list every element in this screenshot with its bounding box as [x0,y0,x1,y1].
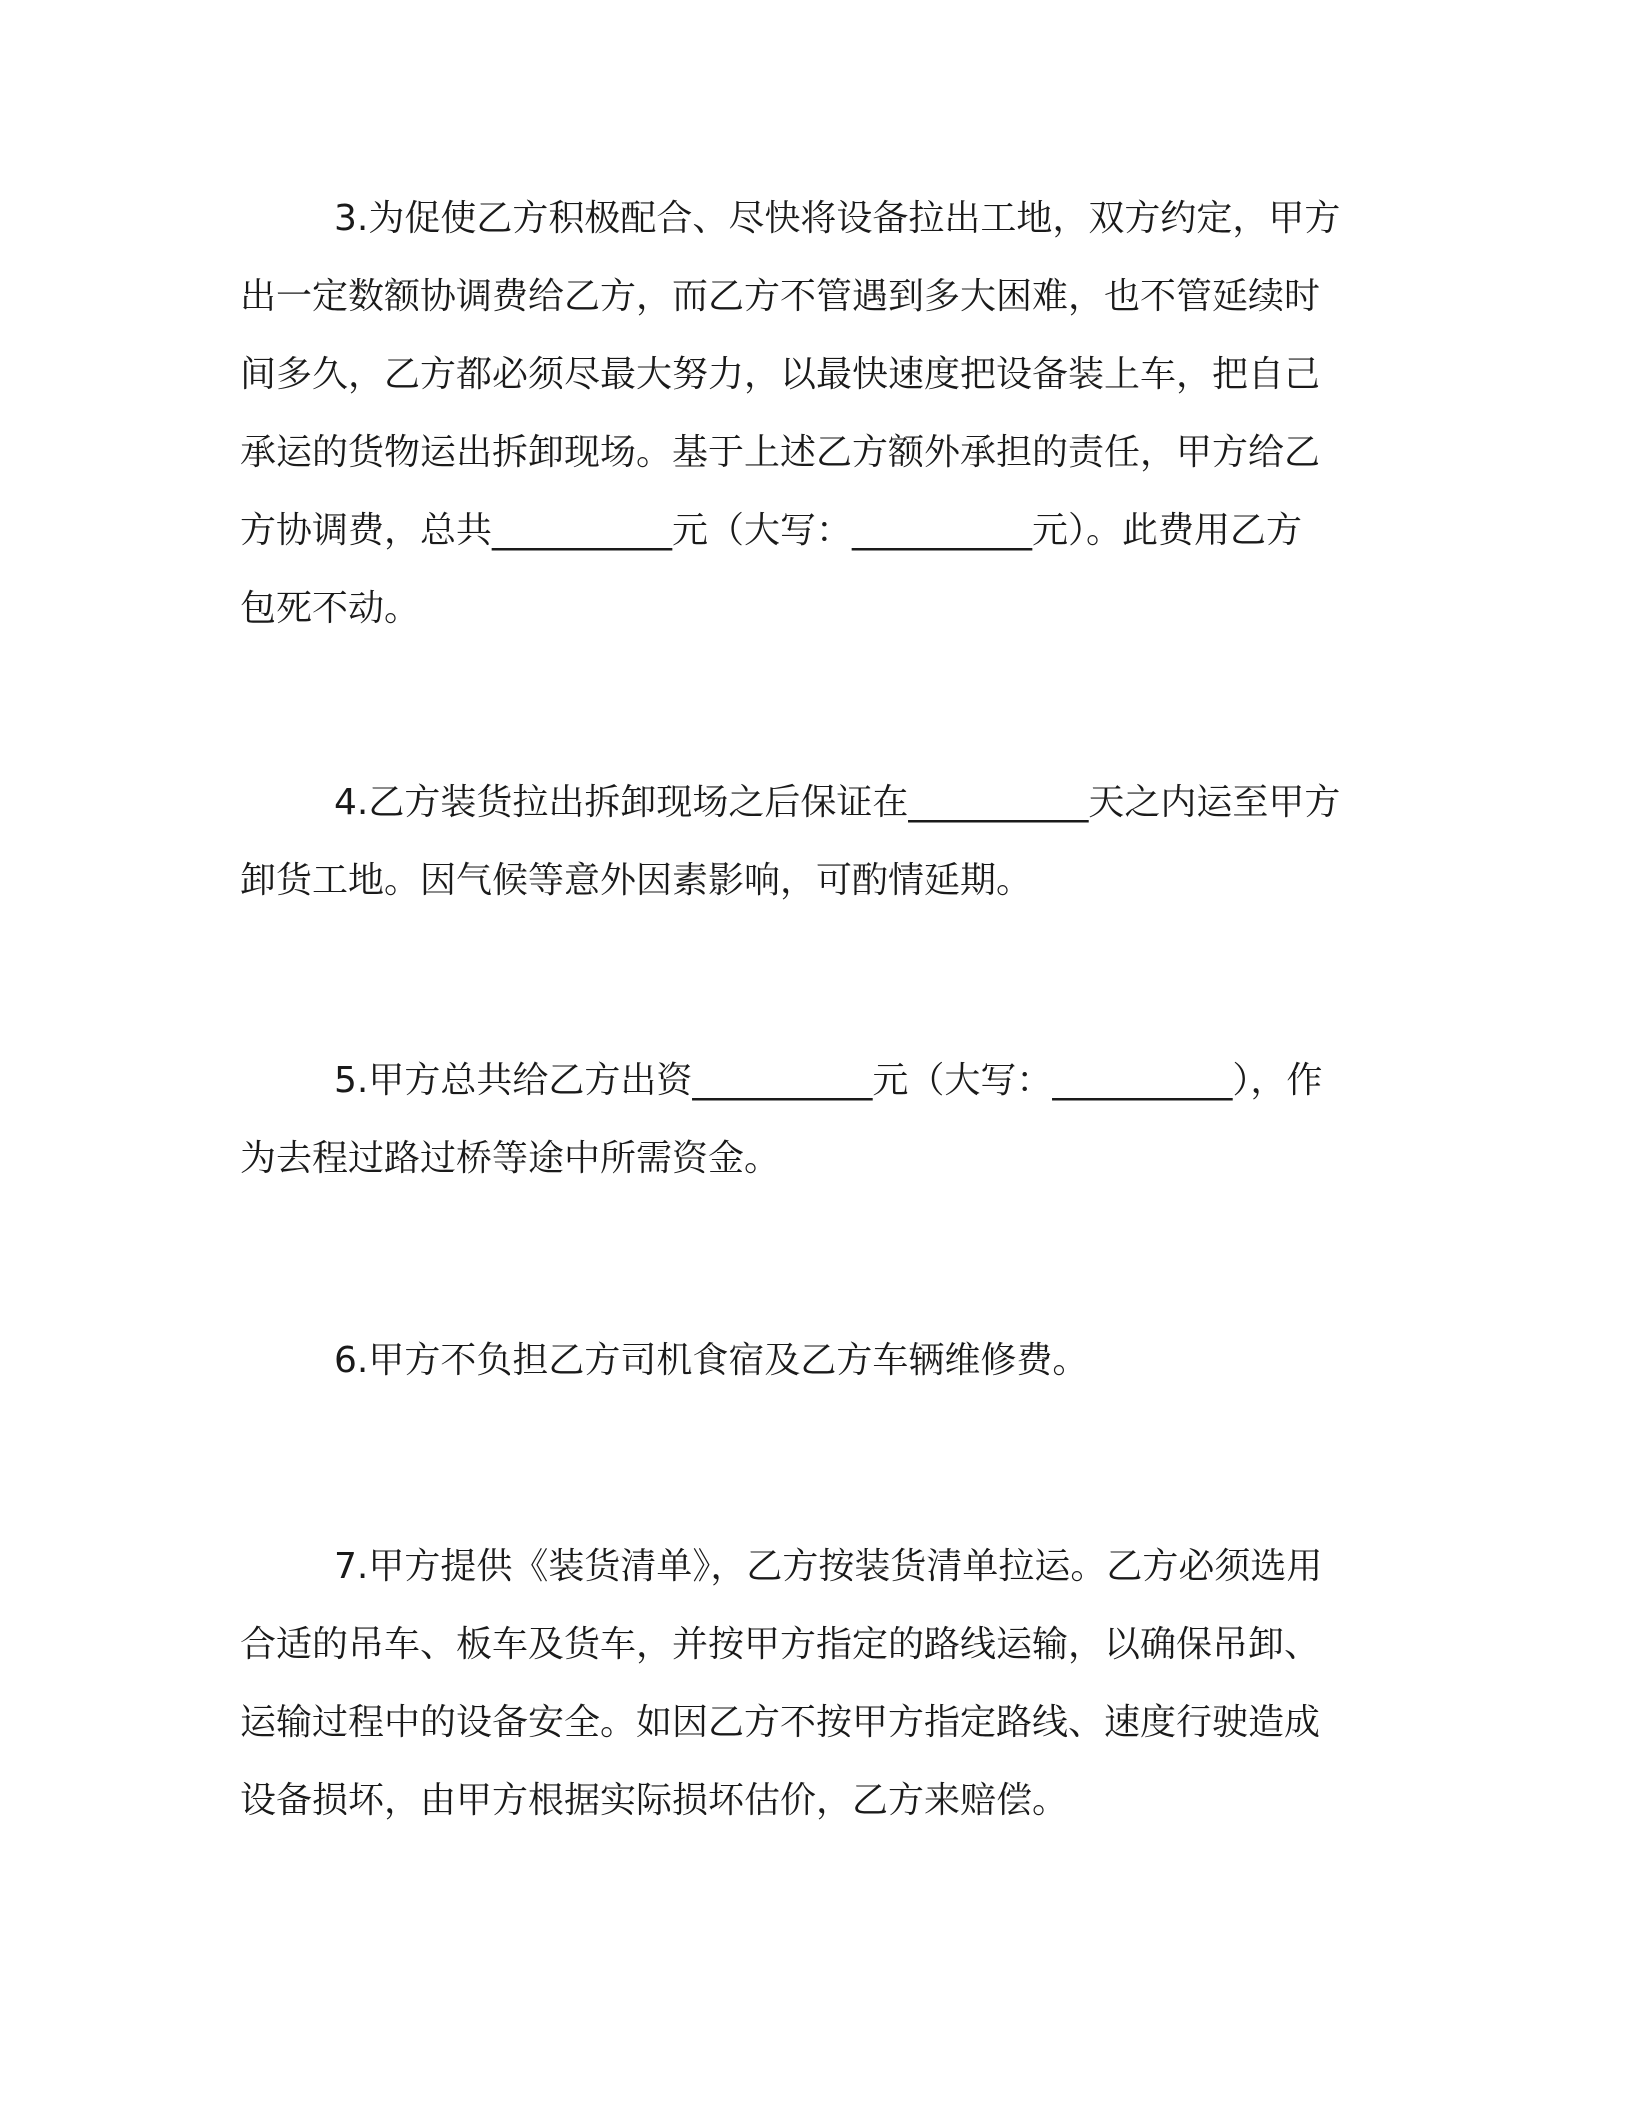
clause-7-line: 7.甲方提供《装货清单》，乙方按装货清单拉运。乙方必须选用 [334,1546,1323,1587]
clause-3-line: 间多久，乙方都必须尽最大努力，以最快速度把设备装上车，把自己 [240,354,1321,395]
clause-3 [240,180,1380,648]
clause-5 [240,1042,1380,1198]
clause-4-line: 卸货工地。因气候等意外因素影响，可酌情延期。 [240,860,1033,901]
clause-3-line: 承运的货物运出拆卸现场。基于上述乙方额外承担的责任，甲方给乙 [240,432,1321,473]
clause-7-line: 合适的吊车、板车及货车，并按甲方指定的路线运输，以确保吊卸、 [240,1624,1321,1665]
clause-7-line: 运输过程中的设备安全。如因乙方不按甲方指定路线、速度行驶造成 [240,1702,1321,1743]
clause-4 [240,764,1380,920]
clause-5-line: 5.甲方总共给乙方出资__________元（大写：__________），作 [334,1060,1323,1101]
clause-7 [240,1528,1380,1840]
clause-4-line: 4.乙方装货拉出拆卸现场之后保证在__________天之内运至甲方 [334,782,1341,823]
clause-3-line: 方协调费，总共__________元（大写：__________元）。此费用乙方 [240,510,1303,551]
clause-3-line: 包死不动。 [240,588,421,629]
clause-3-line: 出一定数额协调费给乙方，而乙方不管遇到多大困难，也不管延续时 [240,276,1321,317]
clause-6-line: 6.甲方不负担乙方司机食宿及乙方车辆维修费。 [334,1340,1089,1381]
clause-6 [240,1322,1380,1400]
clause-7-line: 设备损坏，由甲方根据实际损坏估价，乙方来赔偿。 [240,1780,1069,1821]
clause-5-line: 为去程过路过桥等途中所需资金。 [240,1138,781,1179]
clause-3-line: 3.为促使乙方积极配合、尽快将设备拉出工地，双方约定，甲方 [334,198,1341,239]
